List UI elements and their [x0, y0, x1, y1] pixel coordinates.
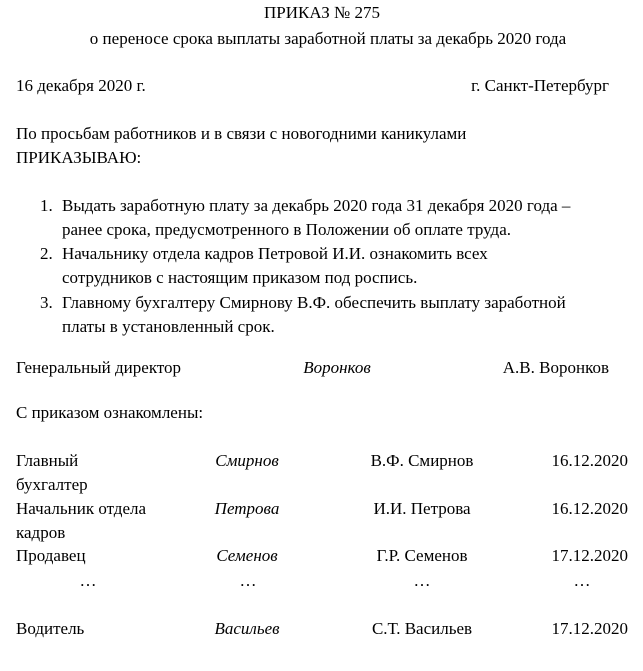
table-row-position: Водитель [16, 619, 85, 638]
director-name: А.В. Воронков [502, 358, 609, 377]
list-item-text: Главному бухгалтеру Смирнову В.Ф. обеспечить выплату заработной [62, 293, 566, 312]
preamble: По просьбам работников и в связи с новогодними каникулами [16, 124, 467, 143]
list-item-text: платы в установленный срок. [62, 317, 275, 336]
table-row-date: 16.12.2020 [551, 451, 628, 470]
director-signature: Воронков [303, 358, 371, 377]
list-item-number: 1. [40, 196, 53, 215]
table-row-date: 17.12.2020 [551, 546, 628, 565]
table-row-name: И.И. Петрова [373, 499, 471, 518]
list-item-text: сотрудников с настоящим приказом под роспись. [62, 268, 418, 287]
table-row-position: Главный [16, 451, 79, 470]
list-item-number: 3. [40, 293, 53, 312]
order-city: г. Санкт-Петербург [471, 76, 609, 95]
table-row-position: Начальник отдела [16, 499, 147, 518]
order-subtitle: о переносе срока выплаты заработной платы за декабрь 2020 года [89, 29, 567, 48]
table-row-signature: Петрова [214, 499, 280, 518]
table-row-signature: Смирнов [215, 451, 279, 470]
table-row-name: … [413, 571, 431, 590]
list-item-text: Начальнику отдела кадров Петровой И.И. ознакомить всех [62, 244, 488, 263]
table-row-position: бухгалтер [16, 475, 88, 494]
order-title: ПРИКАЗ № 275 [264, 3, 380, 22]
table-row-signature: … [239, 571, 257, 590]
director-position: Генеральный директор [16, 358, 182, 377]
table-row-name: В.Ф. Смирнов [370, 451, 474, 470]
table-row-position: кадров [16, 523, 66, 542]
table-row-name: Г.Р. Семенов [376, 546, 468, 565]
table-row-position: Продавец [16, 546, 86, 565]
list-item-number: 2. [40, 244, 53, 263]
list-item-text: ранее срока, предусмотренного в Положении об оплате труда. [62, 220, 511, 239]
table-row-position: … [79, 571, 97, 590]
order-word: ПРИКАЗЫВАЮ: [16, 148, 142, 167]
table-row-date: 16.12.2020 [551, 499, 628, 518]
table-row-date: 17.12.2020 [551, 619, 628, 638]
order-date: 16 декабря 2020 г. [16, 76, 146, 95]
table-row-signature: Семенов [216, 546, 278, 565]
table-row-name: С.Т. Васильев [371, 619, 473, 638]
acquainted-label: С приказом ознакомлены: [16, 403, 204, 422]
list-item-text: Выдать заработную плату за декабрь 2020 года 31 декабря 2020 года – [62, 196, 571, 215]
table-row-date: … [573, 571, 591, 590]
table-row-signature: Васильев [214, 619, 280, 638]
